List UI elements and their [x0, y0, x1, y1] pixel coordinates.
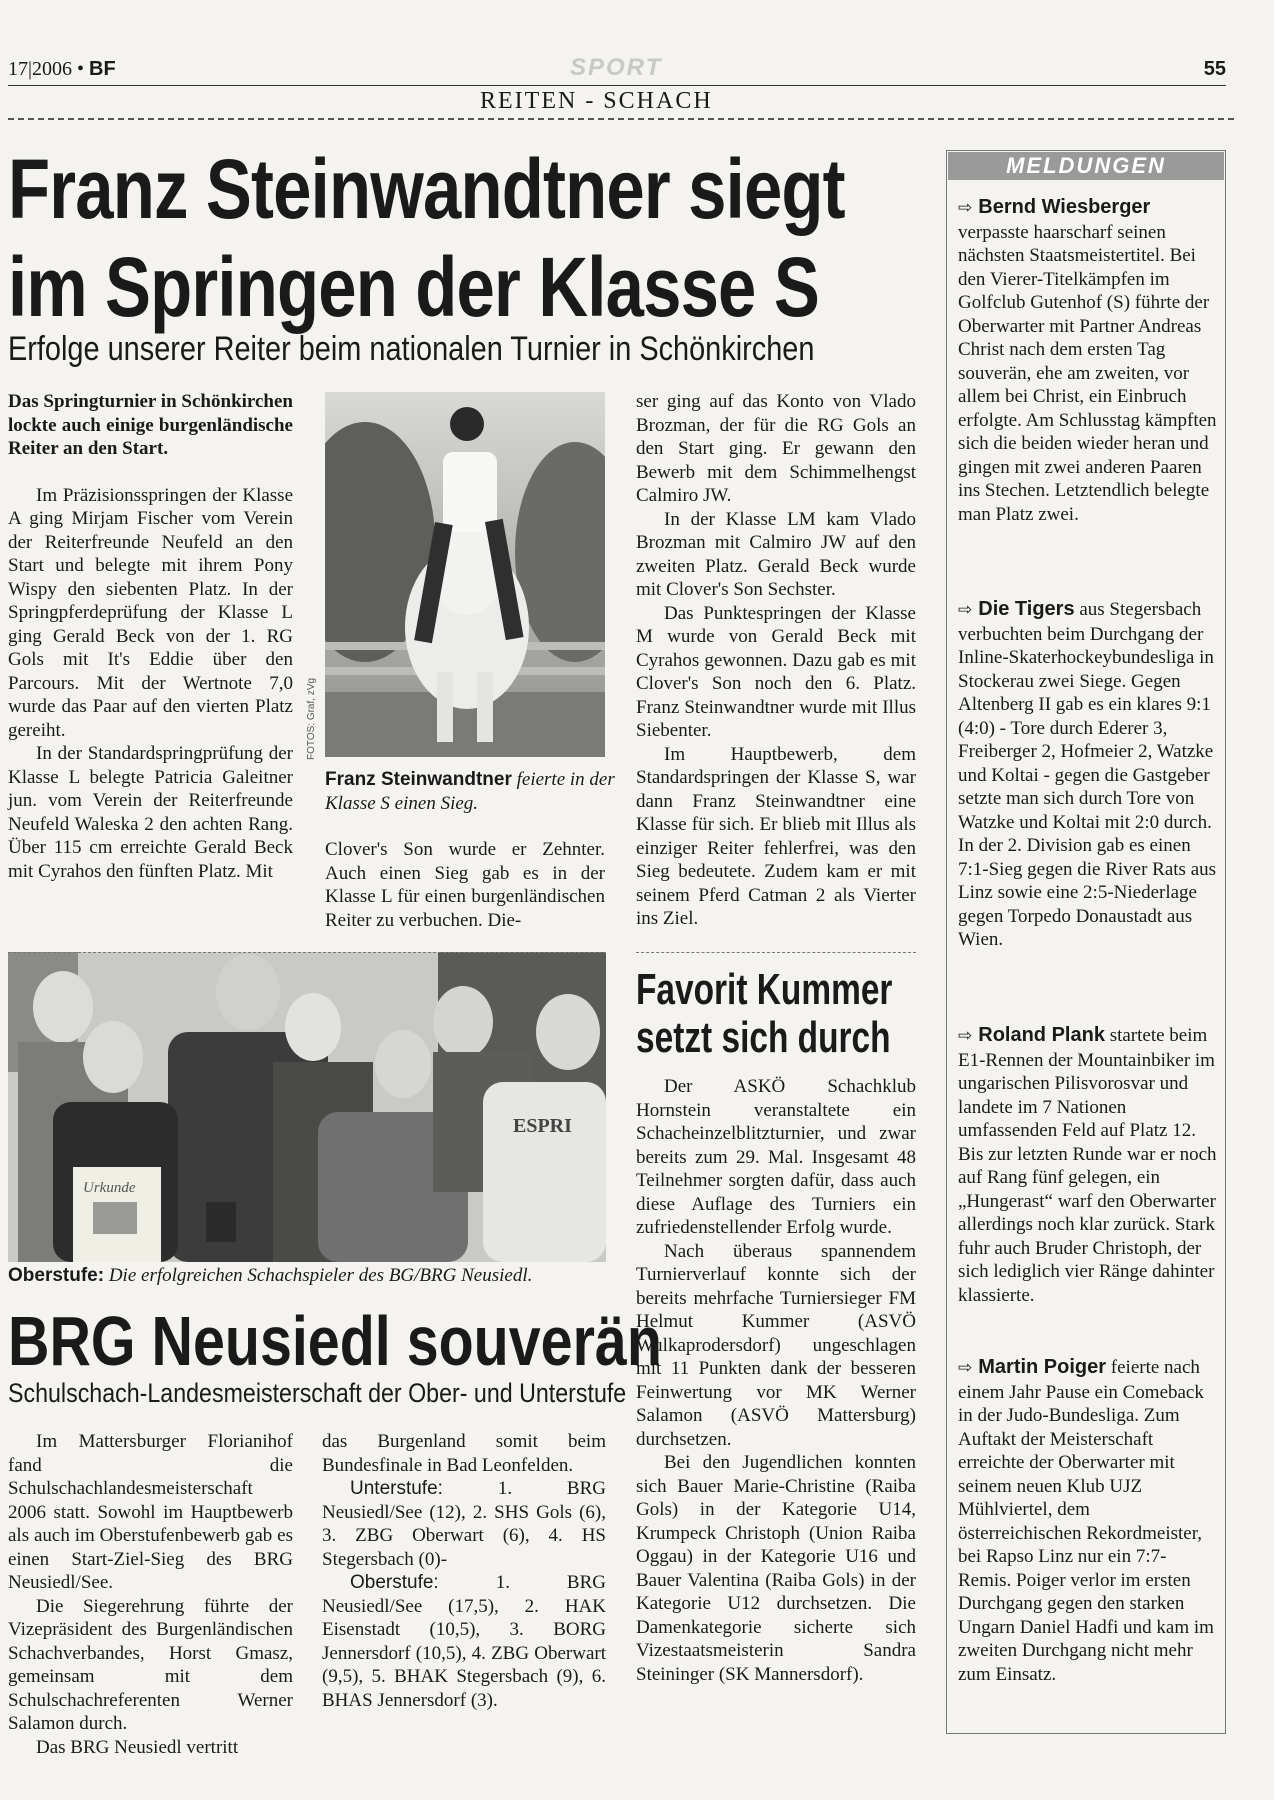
brg-headline: BRG Neusiedl souverän: [8, 1302, 662, 1380]
arrow-right-icon: ⇨: [958, 600, 973, 620]
headline-line-1: Favorit Kummer: [636, 965, 893, 1014]
headline-line-2: setzt sich durch: [636, 1013, 891, 1062]
urkunde-label: Urkunde: [83, 1180, 136, 1196]
caption-name: Franz Steinwandtner: [325, 769, 512, 790]
meldung-text: feierte nach einem Jahr Pause ein Comeback in der Judo-Bundesliga. Zum Auftakt der Meisterschaft erreichte der Oberwarter mit seinem neuen Klub UJZ Mühlviertel, dem österreichischen Rekordmeister, bei Rapso Linz nur ein 7:7-Remis. Poiger verlor im ersten Durchgang gegen den starken Ungarn Daniel Hadfi und kam im zweiten Durchgang nicht mehr zum Einsatz.: [958, 1357, 1214, 1685]
article3-paragraph: Nach überaus spannendem Turnierverlauf konnte sich der bereits mehrfache Turniersieger FM Helmut Kummer (ASVÖ Wulkaprodersdorf) ungeschlagen mit 11 Punkten dank der besseren Feinwertung vor MK Werner Salamon (ASVÖ Mattersburg) durchsetzen.: [636, 1240, 916, 1450]
article1-lead: Das Springturnier in Schönkirchen lockte auch einige burgenländische Reiter an den Start.: [8, 391, 293, 459]
article3-column: [636, 1075, 916, 1686]
brg-subheadline: Schulschach-Landesmeisterschaft der Ober- und Unterstufe: [8, 1378, 627, 1408]
oberstufe-label: Oberstufe:: [350, 1572, 439, 1593]
caption-text: Die erfolgreichen Schachspieler des BG/BRG Neusiedl.: [108, 1265, 533, 1286]
unterstufe-text: 1. BRG Neusiedl/See (12), 2. SHS Gols (6), 3. ZBG Oberwart (6), 4. HS Stegersbach (0)-: [322, 1478, 606, 1570]
photo-show-jumping: [325, 392, 605, 757]
article1-column-3: [636, 390, 916, 931]
main-headline: [8, 140, 845, 336]
chess-photo-caption: [8, 1264, 608, 1288]
meldung-text: verpasste haarscharf seinen nächsten Staatsmeistertitel. Bei den Vierer-Titelkämpfen im Golfclub Gutenhof (S) führte der Oberwarter mit Partner Andreas Christ nach dem ersten Tag souverän, ehe am zweiten, vor allem bei Christ, ein Einbruch erfolgte. Am Schlusstag kämpften sich die beiden wieder heran und gingen mit zwei anderen Paaren ins Stechen. Letztendlich belegte man Platz zwei.: [958, 221, 1217, 525]
article2-column-1: [8, 1430, 293, 1759]
article1-paragraph: In der Klasse LM kam Vlado Brozman mit Calmiro JW auf den zweiten Platz. Gerald Beck wurde mit Clover's Son Sechster.: [636, 508, 916, 600]
headline-line-2: im Springen der Klasse S: [8, 240, 819, 334]
article1-column-1: [8, 390, 293, 883]
shirt-print: ESPRI: [513, 1115, 572, 1137]
article1-paragraph: Clover's Son wurde er Zehnter. Auch einen Sieg gab es in der Klasse L für einen burgenländischen Reiter zu verbuchen. Die-: [325, 839, 605, 931]
article1-paragraph: ser ging auf das Konto von Vlado Brozman, der für die RG Gols an den Start ging. Er gewann den Bewerb mit dem Schimmelhengst Calmiro JW.: [636, 391, 916, 506]
horse-rider-illustration: [325, 392, 605, 757]
publication-name: BF: [89, 58, 116, 80]
article2-paragraph: das Burgenland somit beim Bundesfinale in Bad Leonfelden.: [322, 1431, 606, 1476]
meldung-item: [958, 598, 1218, 952]
unterstufe-label: Unterstufe:: [350, 1478, 443, 1499]
article1-paragraph: In der Standardspringprüfung der Klasse L belegte Patricia Galeitner jun. vom Verein der Reiterfreunde Neufeld Waleska 2 den achten Rang. Über 115 cm erreichte Gerald Beck mit Cyrahos den fünften Platz. Mit: [8, 743, 293, 882]
meldung-item: [958, 1024, 1218, 1307]
article3-paragraph: Bei den Jugendlichen konnten sich Bauer Marie-Christine (Raiba Gols) in der Kategorie U14, Krumpeck Christoph (Union Raiba Oggau) in der Kategorie U16 und Bauer Valentina (Raiba Gols) in der Kategorie U12 durchsetzen. Die Damenkategorie sicherte sich Vizestaatsmeisterin Sandra Steininger (SK Mannersdorf).: [636, 1452, 916, 1685]
dashed-divider: [636, 952, 916, 953]
meldung-text: startete beim E1-Rennen der Mountainbiker im ungarischen Pilisvorosvar und landete im 7 Nationen umfassenden Feld auf Platz 12. Bis zur letzten Runde war er noch auf Rang fünf gelegen, ein „Hungerast“ warf den Oberwarter allerdings noch klar zurück. Stark fuhr auch Bruder Christoph, der sich lediglich vier Ränge dahinter klassierte.: [958, 1025, 1217, 1306]
article3-paragraph: Der ASKÖ Schachklub Hornstein veranstaltete ein Schacheinzelblitzturnier, und zwar bereits zum 29. Mal. Insgesamt 48 Teilnehmer sorgten dafür, dass auch diese Auflage des Turniers ein zufriedenstellender Erfolg wurde.: [636, 1076, 916, 1238]
issue-number: 17|2006: [8, 58, 73, 80]
photo-caption: [325, 768, 615, 815]
photo-chess-players: [8, 952, 606, 1262]
rubric-label: REITEN - SCHACH: [480, 88, 713, 114]
group-photo-illustration: [8, 952, 606, 1262]
meldung-item: [958, 196, 1218, 526]
meldung-name: Bernd Wiesberger: [978, 196, 1151, 218]
dashed-divider: [8, 118, 1234, 120]
dashed-divider: [8, 952, 606, 953]
meldungen-title: MELDUNGEN: [948, 152, 1224, 180]
main-subheadline: Erfolge unserer Reiter beim nationalen Turnier in Schönkirchen: [8, 330, 815, 368]
arrow-right-icon: ⇨: [958, 198, 973, 218]
photo-credit: FOTOS: Graf, zVg: [306, 677, 317, 760]
caption-text: feierte in der Klasse S einen Sieg.: [325, 769, 615, 814]
meldung-item: [958, 1356, 1218, 1686]
article2-paragraph: Im Mattersburger Florianihof fand die Schulschachlandesmeisterschaft 2006 statt. Sowohl im Hauptbewerb als auch im Oberstufenbewerb gab es einen Start-Ziel-Sieg des BRG Neusiedl/See.: [8, 1431, 293, 1593]
caption-label: Oberstufe:: [8, 1265, 105, 1286]
arrow-right-icon: ⇨: [958, 1358, 973, 1378]
article2-paragraph: Das BRG Neusiedl vertritt: [36, 1736, 239, 1758]
meldung-name: Die Tigers: [978, 598, 1075, 620]
article1-paragraph: Im Hauptbewerb, dem Standardspringen der Klasse S, war dann Franz Steinwandtner eine Klasse für sich. Er blieb mit Illus als einziger Reiter fehlerfrei, was den Sieg bedeutete. Zudem kam er mit seinem Pferd Catman 2 als Vierter ins Ziel.: [636, 743, 916, 929]
header-rule: [8, 85, 1226, 86]
article2-column-2: [322, 1430, 606, 1712]
article2-paragraph: Die Siegerehrung führte der Vizepräsident des Burgenländischen Schachverbandes, Horst Gmasz, gemeinsam mit dem Schulschachreferenten Werner Salamon durch.: [8, 1595, 293, 1734]
page-number: 55: [1203, 58, 1226, 80]
kummer-headline: [636, 966, 892, 1062]
article1-paragraph: Im Präzisionsspringen der Klasse A ging Mirjam Fischer vom Verein der Reiterfreunde Neufeld an den Start und belegte mit ihrem Pony Wispy den siebenten Platz. In der Springpferdeprüfung der Klasse L ging Gerald Beck von der 1. RG Gols mit It's Eddie über den Parcours. Mit der Wertnote 7,0 wurde das Paar auf den vierten Platz gereiht.: [8, 484, 293, 741]
section-label: SPORT: [570, 54, 663, 81]
meldung-text: aus Stegersbach verbuchten beim Durchgang der Inline-Skaterhockeybundesliga in Stockerau zwei Siege. Gegen Altenberg II gab es ein klares 9:1 (4:0) - Tore durch Ederer 3, Freiberger 2, Hofmeier 2, Watzke und Koltai - gegen die Gastgeber setzte man sich durch Tore von Watzke und Koltai mit 2:0 durch. In der 2. Division gab es einen 7:1-Sieg gegen die River Rats aus Linz sowie eine 2:5-Niederlage gegen Torpedo Donaustadt aus Wien.: [958, 599, 1217, 950]
headline-line-1: Franz Steinwandtner siegt: [8, 142, 845, 236]
issue-info: 17|2006 • BF: [8, 58, 116, 80]
meldung-name: Roland Plank: [978, 1024, 1105, 1046]
article1-paragraph: Das Punktespringen der Klasse M wurde von Gerald Beck mit Cyrahos gewonnen. Dazu gab es mit Clover's Son noch den 6. Platz. Franz Steinwandtner wurde mit Illus Siebenter.: [636, 602, 916, 741]
article1-column-2: [325, 838, 605, 932]
arrow-right-icon: ⇨: [958, 1026, 973, 1046]
meldung-name: Martin Poiger: [978, 1356, 1107, 1378]
oberstufe-results: [322, 1571, 606, 1712]
oberstufe-text: 1. BRG Neusiedl/See (17,5), 2. HAK Eisenstadt (10,5), 3. BORG Jennersdorf (10,5), 4. ZBG Oberwart (9,5), 5. BHAK Stegersbach (9), 6. BHAS Jennersdorf (3).: [322, 1572, 606, 1711]
unterstufe-results: [322, 1477, 606, 1571]
